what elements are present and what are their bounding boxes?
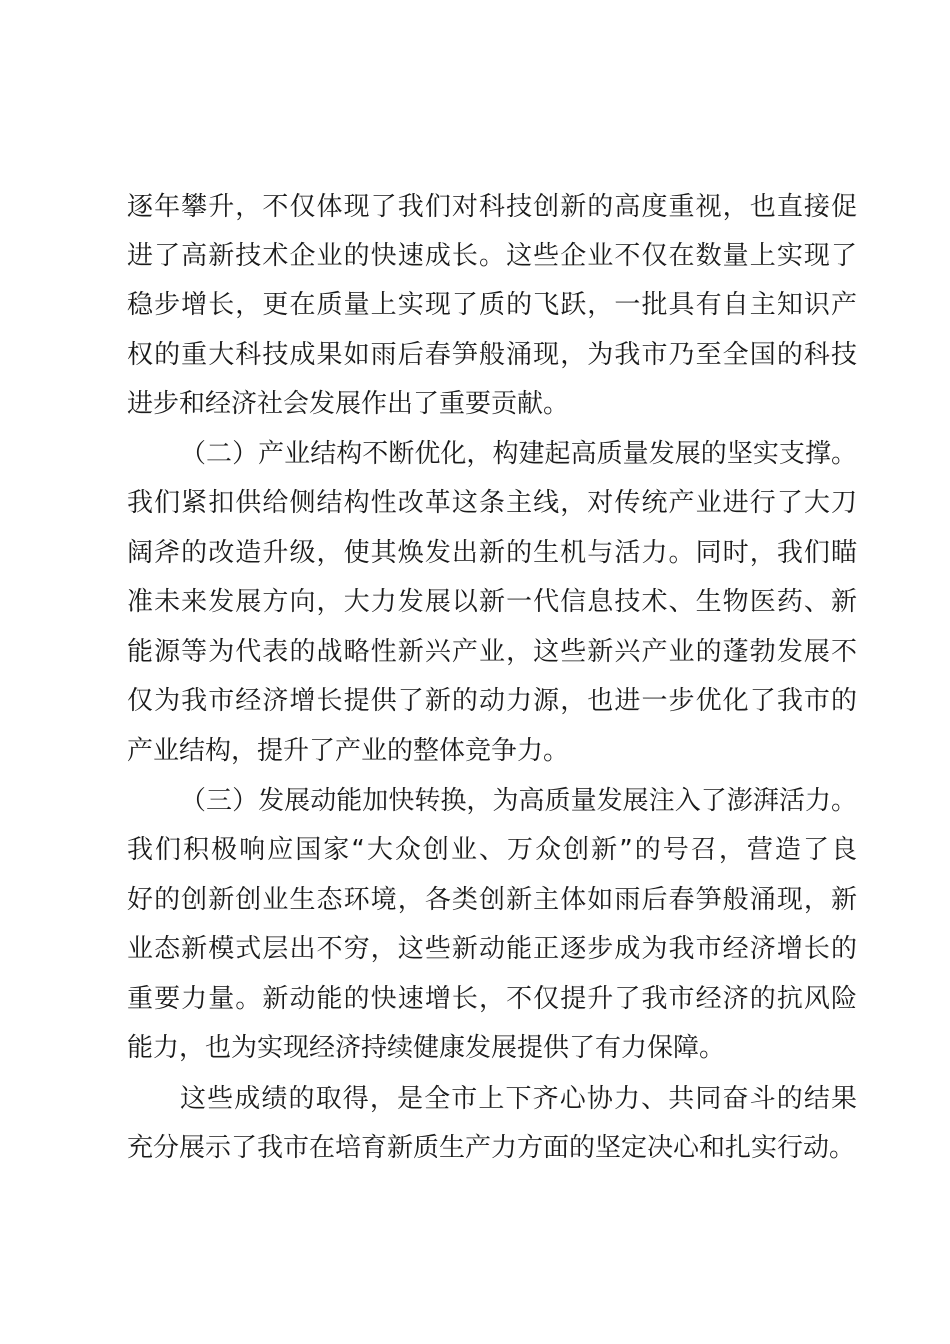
paragraph-4-line-2: 充分展示了我市在培育新质生产力方面的坚定决心和扎实行动。 [127,1133,856,1163]
paragraph-3-line-3: 好的创新创业生态环境，各类创新主体如雨后春笋般涌现，新 [127,885,857,915]
paragraph-1-line-4: 权的重大科技成果如雨后春笋般涌现，为我市乃至全国的科技 [127,340,857,370]
paragraph-3-line-4: 业态新模式层出不穷，这些新动能正逐步成为我市经济增长的 [127,934,857,964]
paragraph-3-line-2: 我们积极响应国家“大众创业、万众创新”的号召，营造了良 [127,835,857,865]
paragraph-2-heading-line: （二）产业结构不断优化，构建起高质量发展的坚实支撑。 [180,439,857,469]
paragraph-2-line-3: 阔斧的改造升级，使其焕发出新的生机与活力。同时，我们瞄 [127,538,857,568]
paragraph-3-heading-line: （三）发展动能加快转换，为高质量发展注入了澎湃活力。 [180,786,857,816]
paragraph-3-line-5: 重要力量。新动能的快速增长，不仅提升了我市经济的抗风险 [127,984,857,1014]
paragraph-1-line-3: 稳步增长，更在质量上实现了质的飞跃，一批具有自主知识产 [127,290,857,320]
paragraph-2-line-2: 我们紧扣供给侧结构性改革这条主线，对传统产业进行了大刀 [127,488,857,518]
paragraph-2-line-4: 准未来发展方向，大力发展以新一代信息技术、生物医药、新 [127,587,857,617]
paragraph-2-line-7: 产业结构，提升了产业的整体竞争力。 [127,736,570,766]
paragraph-1-line-2: 进了高新技术企业的快速成长。这些企业不仅在数量上实现了 [127,241,857,271]
paragraph-1-line-1: 逐年攀升，不仅体现了我们对科技创新的高度重视，也直接促 [127,192,857,222]
paragraph-3-line-6: 能力，也为实现经济持续健康发展提供了有力保障。 [127,1033,726,1063]
paragraph-1-line-5: 进步和经济社会发展作出了重要贡献。 [127,389,570,419]
paragraph-2-line-6: 仅为我市经济增长提供了新的动力源，也进一步优化了我市的 [127,686,857,716]
paragraph-2-line-5: 能源等为代表的战略性新兴产业，这些新兴产业的蓬勃发展不 [127,637,857,667]
paragraph-4-line-1: 这些成绩的取得，是全市上下齐心协力、共同奋斗的结果 [180,1084,857,1114]
